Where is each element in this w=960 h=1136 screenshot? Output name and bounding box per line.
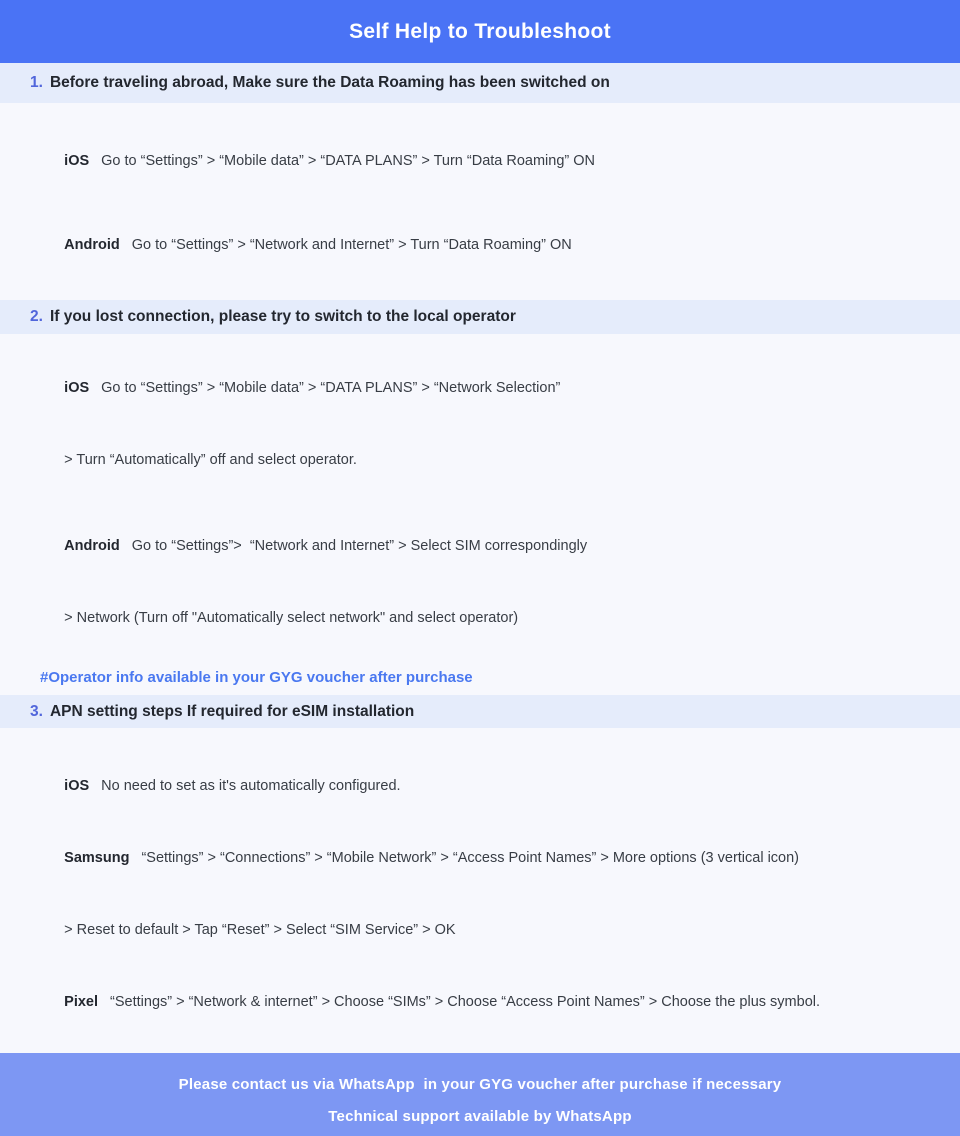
- platform-label-ios: iOS: [64, 380, 90, 396]
- section-1-number: 1.: [30, 74, 43, 91]
- section-2-number: 2.: [30, 308, 43, 325]
- instruction-text: > Reset to default > Tap “Reset” > Select “SIM Service” > OK: [64, 922, 456, 938]
- instruction-text: Go to “Settings”> “Network and Internet” > Select SIM correspondingly: [131, 538, 588, 554]
- section-3-body: [0, 728, 960, 1053]
- instruction-line: [40, 510, 930, 582]
- instruction-line: [40, 750, 930, 822]
- instruction-text: Go to “Settings” > “Mobile data” > “DATA PLANS” > Turn “Data Roaming” ON: [101, 153, 596, 169]
- section-3-title: APN setting steps If required for eSIM installation: [49, 702, 415, 720]
- footer-support-line: Technical support available by WhatsApp: [328, 1108, 632, 1125]
- instruction-line: [40, 352, 930, 424]
- section-3-number: 3.: [30, 702, 43, 720]
- instruction-line: [40, 822, 930, 894]
- instruction-text: > Network (Turn off "Automatically select network" and select operator): [64, 610, 519, 626]
- page-header: [0, 0, 960, 63]
- instruction-line-continuation: [40, 582, 930, 654]
- section-2-title: If you lost connection, please try to switch to the local operator: [49, 308, 516, 325]
- platform-label-pixel: Pixel: [64, 994, 99, 1010]
- instruction-line: [40, 203, 930, 287]
- instruction-text: No need to set as it's automatically configured.: [101, 778, 401, 794]
- instruction-line: [40, 966, 930, 1038]
- footer-contact-line: Please contact us via WhatsApp in your GYG voucher after purchase if necessary: [178, 1076, 782, 1093]
- platform-label-android: Android: [64, 237, 120, 253]
- page-footer: [0, 1053, 960, 1136]
- page-title: Self Help to Troubleshoot: [349, 19, 611, 43]
- platform-label-ios: iOS: [64, 778, 90, 794]
- instruction-line-continuation: [40, 894, 930, 966]
- section-1-title-bold: Before traveling abroad,: [49, 74, 229, 91]
- instruction-line: [40, 119, 930, 203]
- platform-label-android: Android: [64, 538, 120, 554]
- section-3-heading: [0, 695, 960, 728]
- section-1-body: [0, 103, 960, 300]
- section-2-body: [0, 334, 960, 695]
- operator-info-note: #Operator info available in your GYG voucher after purchase: [40, 669, 473, 686]
- section-1-title-rest: Make sure the Data Roaming has been switched on: [228, 74, 610, 91]
- platform-label-samsung: Samsung: [64, 850, 130, 866]
- instruction-text: > Turn “Automatically” off and select operator.: [64, 452, 357, 468]
- section-2-heading: [0, 300, 960, 334]
- instruction-text: “Settings” > “Network & internet” > Choose “SIMs” > Choose “Access Point Names” > Choose the plus symbol.: [110, 994, 821, 1010]
- instruction-text: Go to “Settings” > “Network and Internet” > Turn “Data Roaming” ON: [131, 237, 572, 253]
- instruction-text: “Settings” > “Connections” > “Mobile Network” > “Access Point Names” > More options (3 vertical icon): [141, 850, 800, 866]
- platform-label-ios: iOS: [64, 153, 90, 169]
- instruction-text: Go to “Settings” > “Mobile data” > “DATA PLANS” > “Network Selection”: [101, 380, 561, 396]
- section-1-heading: [0, 63, 960, 103]
- instruction-line-continuation: [40, 424, 930, 496]
